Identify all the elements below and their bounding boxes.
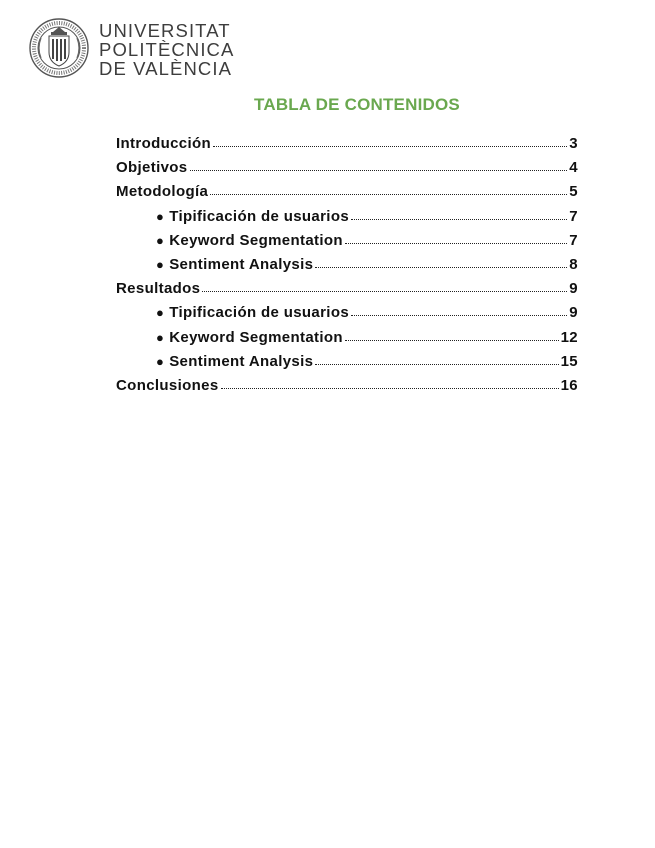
toc-entry-label: Tipificación de usuarios <box>169 207 350 225</box>
toc-entry-resultados[interactable] <box>116 280 578 304</box>
dot-leader <box>210 194 567 195</box>
university-name <box>99 22 234 79</box>
toc-entry-label: Sentiment Analysis <box>169 255 314 273</box>
bullet-icon: ● <box>156 208 165 224</box>
dot-leader <box>315 267 567 268</box>
dot-leader <box>202 291 567 292</box>
toc-entry-page: 9 <box>569 280 578 298</box>
toc-entry-metodologia-keyword[interactable] <box>116 232 578 256</box>
upv-seal-icon <box>29 18 89 78</box>
toc-entry-page: 7 <box>569 231 578 249</box>
university-logo <box>29 18 235 80</box>
toc-entry-page: 12 <box>560 328 578 346</box>
university-name-line-3: DE VALÈNCIA <box>99 58 233 79</box>
toc-entry-page: 9 <box>569 304 578 322</box>
dot-leader <box>315 364 558 365</box>
bullet-icon: ● <box>156 232 165 248</box>
toc-entry-label: Objetivos <box>116 159 188 177</box>
toc-entry-resultados-keyword[interactable] <box>116 329 578 353</box>
toc-entry-label: Resultados <box>116 280 201 298</box>
toc-entry-conclusiones[interactable] <box>116 377 578 401</box>
toc-entry-page: 3 <box>569 135 578 152</box>
toc-entry-label: Tipificación de usuarios <box>169 304 350 322</box>
dot-leader <box>221 388 559 389</box>
dot-leader <box>345 340 559 341</box>
toc-title: TABLA DE CONTENIDOS <box>254 95 460 114</box>
bullet-icon: ● <box>156 329 165 345</box>
toc-entry-label: Metodología <box>116 183 209 201</box>
toc-entry-page: 15 <box>560 352 578 370</box>
university-name-line-1: UNIVERSITAT <box>99 20 231 41</box>
bullet-icon: ● <box>156 305 165 321</box>
toc-entry-page: 5 <box>569 183 578 201</box>
university-name-line-2: POLITÈCNICA <box>99 39 235 60</box>
toc-entry-page: 4 <box>569 159 578 177</box>
dot-leader <box>345 243 567 244</box>
toc-entry-metodologia[interactable] <box>116 183 578 207</box>
toc-entry-page: 8 <box>569 255 578 273</box>
toc-entry-label: Sentiment Analysis <box>169 352 314 370</box>
dot-leader <box>213 146 567 147</box>
toc-entry-label: Keyword Segmentation <box>169 231 343 249</box>
toc-entry-resultados-sentiment[interactable] <box>116 353 578 377</box>
toc-entry-label: Conclusiones <box>116 376 219 394</box>
dot-leader <box>351 315 567 316</box>
table-of-contents <box>116 135 578 401</box>
toc-entry-label: Introducción <box>116 135 212 152</box>
toc-entry-objetivos[interactable] <box>116 159 578 183</box>
toc-entry-metodologia-sentiment[interactable] <box>116 256 578 280</box>
toc-entry-introduccion[interactable] <box>116 135 578 159</box>
dot-leader <box>351 219 567 220</box>
toc-entry-metodologia-tipificacion[interactable] <box>116 208 578 232</box>
bullet-icon: ● <box>156 353 165 369</box>
toc-entry-resultados-tipificacion[interactable] <box>116 304 578 328</box>
toc-entry-label: Keyword Segmentation <box>169 328 343 346</box>
dot-leader <box>190 170 568 171</box>
bullet-icon: ● <box>156 256 165 272</box>
toc-entry-page: 7 <box>569 207 578 225</box>
toc-entry-page: 16 <box>560 376 578 394</box>
